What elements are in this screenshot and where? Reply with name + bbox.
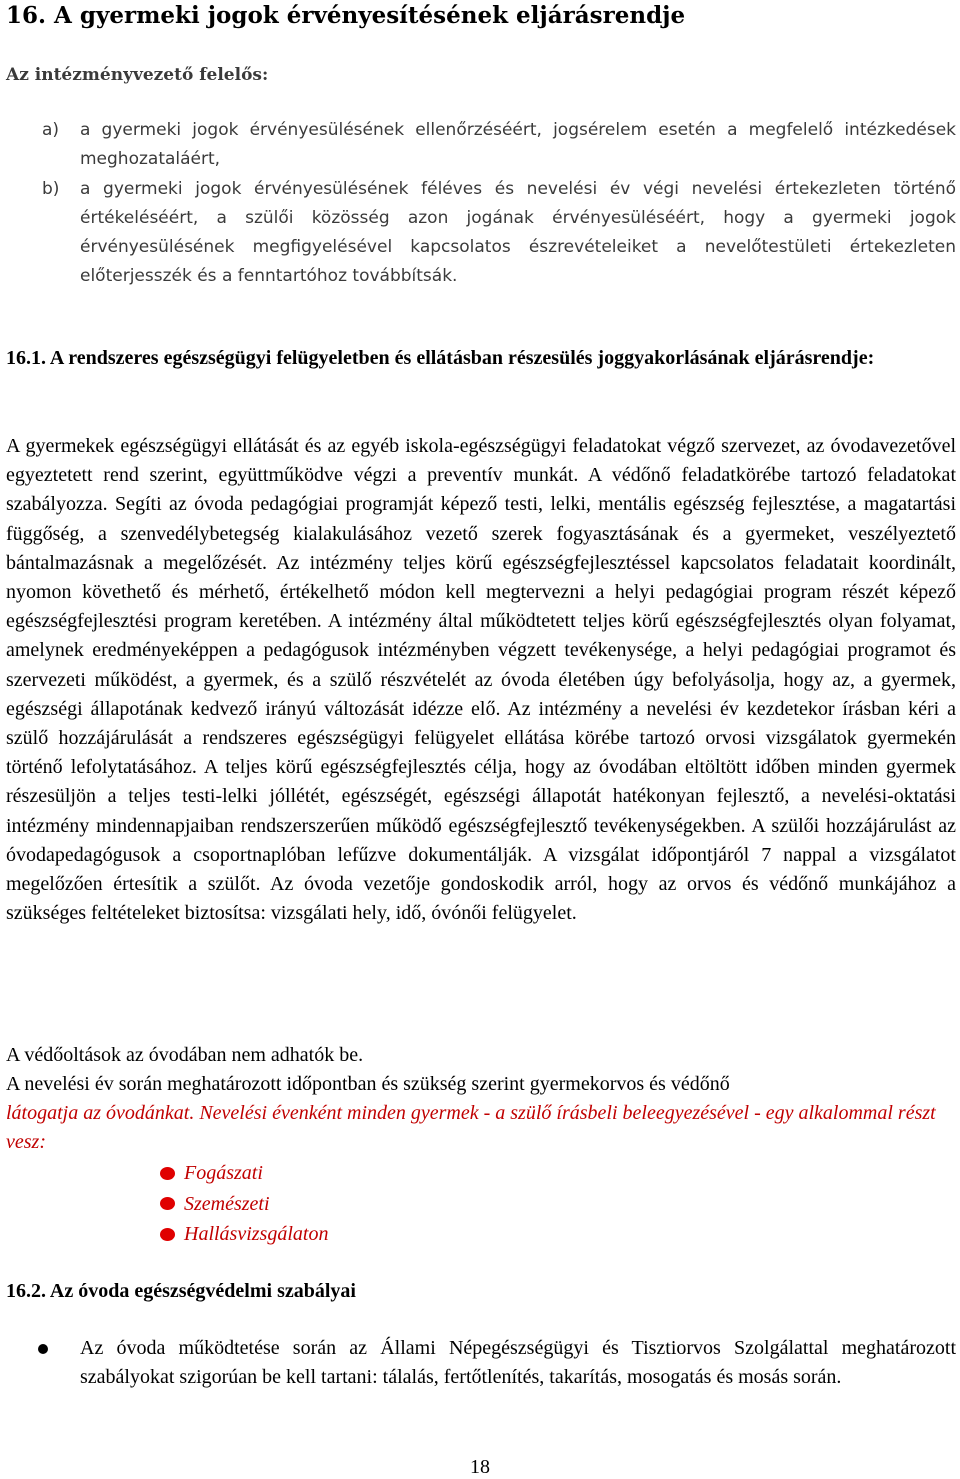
responsible-heading: Az intézményvezető felelős: [6,65,269,85]
red-bullet-icon [160,1167,175,1180]
exam-label: Hallásvizsgálaton [184,1223,329,1245]
list-marker: b) [42,178,60,199]
bullet-icon [38,1344,48,1354]
section-body-paragraph: A gyermekek egészségügyi ellátását és az egyéb iskola-egészségügyi feladatokat végző szervezet, az óvodavezetővel egyeztetett rend szerint, együttműködve végzi a preventív munkát. A védőnő feladatkörébe tartozó feladatokat szabályozza. Segíti az óvoda pedagógiai programját képező testi, lelki, mentális egészség fejlesztése, a magatartási függőség, a szenvedélybetegség kialakulásához vezető szerek fogyasztásának és a gyermeket, veszélyeztető bántalmazásnak a megelőzését. Az intézmény teljes körű egészségfejlesztéssel kapcsolatos feladatait koordinált, nyomon követhető és mérhető, értékelhető módon kell megtervezni a helyi pedagógiai program részét képező egészségfejlesztési program keretében. A intézmény által működtetett teljes körű egészségfejlesztés olyan folyamat, amelynek eredményeképpen a pedagógusok intézményben végzett tevékenysége, a helyi pedagógiai programot és szervezeti működést, a gyermek, és a szülő részvételét az óvoda életében úgy befolyásolja, hogy az, a gyermek, egészségi állapotának kedvező irányú változását idézze elő. Az intézmény a nevelési év kezdetekor írásban kéri a szülő hozzájárulását a rendszeres egészségügyi felügyelet ellátása körébe tartozó orvosi vizsgálatok gyermekén történő lefolytatásához. A teljes körű egészségfejlesztés célja, hogy az óvodában eltöltött időben minden gyermek részesüljön a teljes testi-lelki jóllétét, egészségét, egészségi állapotát hatékonyan fejlesztő, a nevelési-oktatási intézmény mindennapjaiban rendszerszerűen működő egészségfejlesztő tevékenységekben. A szülői hozzájárulást az óvodapedagógusok a csoportnaplóban lefűzve dokumentálják. A vizsgálat időpontjáról 7 nappal a vizsgálatot megelőzően értesítik a szülőt. Az óvoda vezetője gondoskodik arról, hogy az orvos és védőnő munkájához a szükséges feltételeket biztosítsa: vizsgálati hely, idő, óvónői felügyelet. [6,435,956,925]
list-item [160,1219,328,1250]
red-bullet-icon [160,1228,175,1241]
vaccination-note: A védőoltások az óvodában nem adhatók be. [6,1044,364,1066]
exam-label: Fogászati [184,1162,263,1184]
list-item [160,1189,328,1220]
exam-label: Szemészeti [184,1192,270,1215]
exam-list [160,1158,328,1250]
list-item-text: a gyermeki jogok érvényesülésének féléves és nevelési év végi nevelési értekezleten történő értékeléséért, a szülői közösség azon jogának érvényesüléséért, hogy a gyermeki jogok érvényesülésének megfigyelésével kapcsolatos észrevételeiket a nevelőtestületi értekezleten előterjesszék és a fenntartóhoz továbbítsák. [80,178,956,287]
health-rules-list [38,1334,956,1392]
visit-note: A nevelési év során meghatározott időpontban és szükség szerint gyermekorvos és védőnő [6,1073,730,1095]
list-item [38,1334,956,1392]
red-bullet-icon [160,1197,175,1210]
responsibility-list [42,116,956,292]
list-item [42,116,956,175]
visit-note-highlight: látogatja az óvodánkat. Nevelési évenként minden gyermek - a szülő írásbeli beleegyezésével - egy alkalommal részt vesz: [6,1102,936,1154]
section-heading-16-2: 16.2. Az óvoda egészségvédelmi szabályai [6,1280,356,1302]
list-item [42,175,956,292]
rule-text: Az óvoda működtetése során az Állami Népegészségügyi és Tisztiorvos Szolgálattal meghatározott szabályokat szigorúan be kell tartani: tálalás, fertőtlenítés, takarítás, mosogatás és mosás során. [80,1337,956,1389]
list-marker: a) [42,120,60,140]
section-heading-16-1: 16.1. A rendszeres egészségügyi felügyeletben és ellátásban részesülés joggyakorlásának eljárásrendje: [6,347,875,369]
page-title: 16. A gyermeki jogok érvényesítésének eljárásrendje [6,2,686,29]
list-item [160,1158,328,1189]
list-item-text: a gyermeki jogok érvényesülésének ellenőrzéséért, jogsérelem esetén a megfelelő intézkedések meghozataláért, [80,120,956,170]
page-number: 18 [470,1456,490,1478]
